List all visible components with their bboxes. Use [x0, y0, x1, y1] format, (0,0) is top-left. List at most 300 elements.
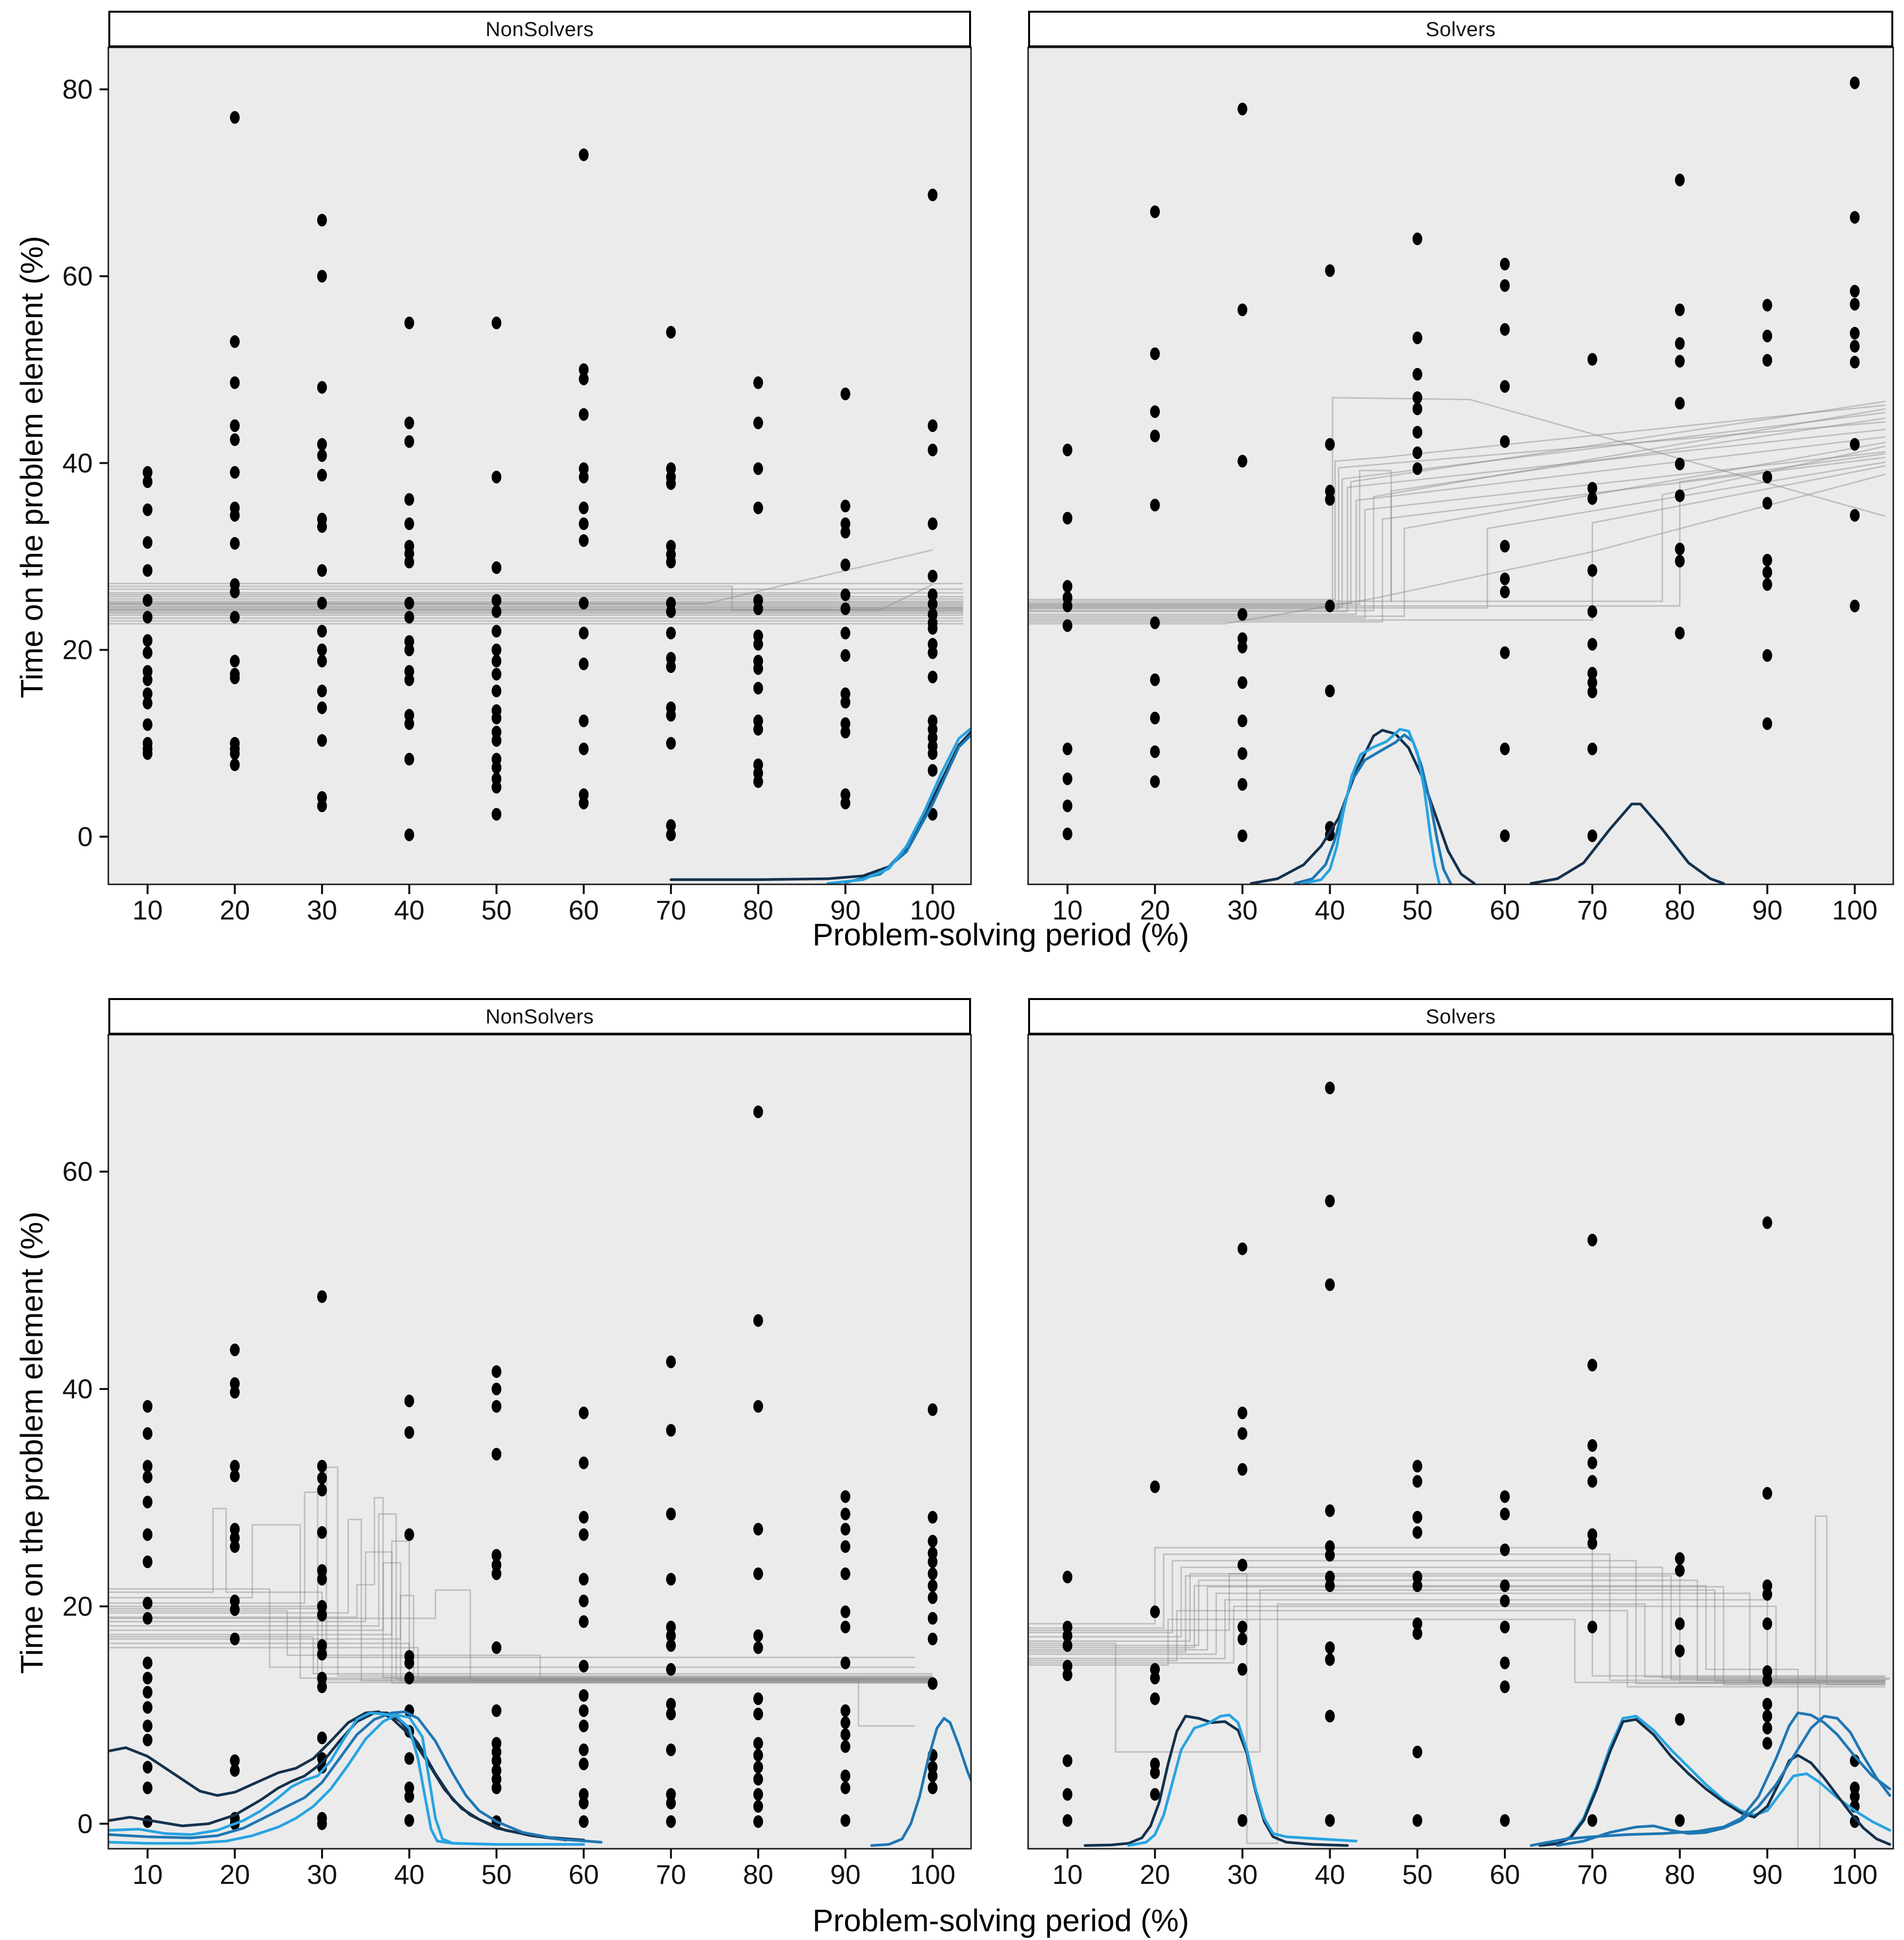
- data-point: [1762, 329, 1772, 342]
- data-point: [405, 1528, 414, 1541]
- data-point: [1850, 509, 1860, 522]
- x-tick-label: 100: [1832, 1859, 1878, 1890]
- data-point: [1237, 608, 1247, 621]
- data-point: [1413, 1746, 1422, 1758]
- data-point: [1413, 1526, 1422, 1539]
- x-tick-label: 50: [481, 1859, 512, 1890]
- data-point: [579, 597, 588, 610]
- data-point: [317, 381, 327, 394]
- x-tick-label: 30: [306, 1859, 338, 1890]
- data-point: [579, 1594, 588, 1607]
- data-point: [492, 1383, 502, 1395]
- data-point: [579, 502, 588, 514]
- data-point: [841, 1490, 851, 1503]
- data-point: [230, 758, 240, 771]
- data-point: [1500, 540, 1510, 552]
- data-point: [666, 605, 676, 618]
- data-point: [1325, 1504, 1335, 1517]
- data-point: [1413, 426, 1422, 439]
- data-point: [1237, 1243, 1247, 1255]
- y-tick-label: 20: [62, 634, 93, 665]
- data-point: [1237, 102, 1247, 115]
- data-point: [753, 723, 763, 735]
- data-point: [1325, 438, 1335, 450]
- data-point: [1237, 1621, 1247, 1634]
- data-point: [1237, 1663, 1247, 1676]
- data-point: [579, 1615, 588, 1628]
- data-point: [1850, 600, 1860, 613]
- data-point: [1762, 1617, 1772, 1630]
- data-point: [1762, 1710, 1772, 1722]
- facet-label: NonSolvers: [485, 1004, 594, 1028]
- data-point: [492, 712, 502, 724]
- data-point: [1150, 1766, 1160, 1779]
- y-tick-label: 40: [62, 1373, 93, 1404]
- data-point: [928, 444, 937, 456]
- data-point: [230, 1540, 240, 1553]
- data-point: [1762, 717, 1772, 730]
- data-point: [928, 570, 937, 582]
- data-point: [1500, 586, 1510, 598]
- data-point: [1500, 1544, 1510, 1556]
- data-point: [579, 517, 588, 530]
- data-point: [405, 611, 414, 624]
- data-point: [841, 1781, 851, 1794]
- data-point: [1150, 712, 1160, 724]
- data-point: [405, 1814, 414, 1827]
- data-point: [841, 1508, 851, 1520]
- data-point: [579, 1797, 588, 1809]
- data-point: [317, 1573, 327, 1586]
- data-point: [317, 1526, 327, 1539]
- x-tick-label: 60: [1489, 1859, 1520, 1890]
- x-tick-label: 10: [132, 895, 163, 925]
- data-point: [1150, 745, 1160, 758]
- data-point: [1762, 1722, 1772, 1735]
- data-point: [1150, 347, 1160, 360]
- data-point: [1850, 211, 1860, 224]
- data-point: [492, 470, 502, 483]
- data-point: [753, 1693, 763, 1705]
- data-point: [928, 1677, 937, 1690]
- data-point: [492, 655, 502, 668]
- data-point: [1237, 1427, 1247, 1440]
- data-point: [928, 419, 937, 432]
- data-point: [1325, 1641, 1335, 1654]
- data-point: [928, 1781, 937, 1794]
- data-point: [666, 1573, 676, 1586]
- y-tick-label: 60: [62, 260, 93, 291]
- data-point: [317, 597, 327, 610]
- data-point: [492, 605, 502, 618]
- data-point: [1150, 205, 1160, 218]
- data-point: [666, 556, 676, 569]
- data-point: [405, 416, 414, 429]
- y-tick-label: 20: [62, 1591, 93, 1622]
- data-point: [1413, 1579, 1422, 1592]
- data-point: [492, 317, 502, 329]
- data-point: [841, 1716, 851, 1729]
- data-point: [142, 1597, 152, 1610]
- data-point: [1237, 1814, 1247, 1827]
- data-point: [1063, 799, 1073, 812]
- data-point: [405, 753, 414, 766]
- data-point: [841, 1770, 851, 1782]
- data-point: [142, 1496, 152, 1509]
- data-point: [1587, 742, 1597, 755]
- data-point: [579, 1757, 588, 1770]
- data-point: [841, 1523, 851, 1535]
- data-point: [1237, 715, 1247, 727]
- data-point: [1237, 1559, 1247, 1572]
- data-point: [317, 438, 327, 450]
- data-point: [492, 1641, 502, 1654]
- x-tick-label: 30: [306, 895, 338, 925]
- data-point: [753, 1105, 763, 1118]
- data-point: [1675, 458, 1685, 470]
- data-point: [579, 1689, 588, 1702]
- data-point: [405, 317, 414, 329]
- x-tick-label: 20: [1139, 1859, 1171, 1890]
- data-point: [1850, 298, 1860, 310]
- data-point: [1150, 499, 1160, 511]
- data-point: [579, 408, 588, 421]
- data-point: [317, 520, 327, 533]
- data-point: [230, 672, 240, 684]
- data-point: [317, 214, 327, 226]
- data-point: [142, 1719, 152, 1732]
- data-point: [1675, 627, 1685, 639]
- data-point: [492, 1400, 502, 1413]
- data-point: [666, 709, 676, 722]
- data-point: [1237, 676, 1247, 689]
- data-point: [928, 747, 937, 760]
- data-point: [1675, 490, 1685, 502]
- data-point: [1850, 285, 1860, 298]
- panel-bottom-right: [1027, 1035, 1893, 1890]
- data-point: [317, 799, 327, 812]
- data-point: [492, 1568, 502, 1580]
- data-point: [1325, 264, 1335, 277]
- data-point: [1150, 775, 1160, 788]
- data-point: [405, 717, 414, 730]
- data-point: [405, 1752, 414, 1765]
- data-point: [928, 1511, 937, 1524]
- data-point: [841, 649, 851, 662]
- data-point: [1762, 554, 1772, 567]
- data-point: [1413, 391, 1422, 404]
- data-point: [1762, 1216, 1772, 1229]
- data-point: [753, 662, 763, 675]
- x-tick-label: 60: [568, 895, 599, 925]
- x-tick-label: 100: [1832, 895, 1878, 925]
- data-point: [666, 1708, 676, 1720]
- data-point: [142, 503, 152, 516]
- data-point: [142, 611, 152, 624]
- data-point: [492, 625, 502, 637]
- x-tick-label: 20: [220, 1859, 250, 1890]
- data-point: [317, 644, 327, 656]
- data-point: [317, 1290, 327, 1303]
- data-point: [928, 1568, 937, 1580]
- x-tick-label: 10: [1052, 1859, 1083, 1890]
- data-point: [841, 526, 851, 538]
- data-point: [1413, 447, 1422, 459]
- data-point: [753, 1314, 763, 1327]
- x-tick-label: 70: [655, 895, 687, 925]
- data-point: [1063, 828, 1073, 840]
- data-point: [841, 1728, 851, 1741]
- data-point: [841, 726, 851, 738]
- data-point: [492, 1365, 502, 1378]
- data-point: [753, 1788, 763, 1801]
- data-point: [1237, 829, 1247, 842]
- data-point: [841, 1740, 851, 1753]
- data-point: [142, 718, 152, 731]
- data-point: [1762, 354, 1772, 367]
- data-point: [1325, 1195, 1335, 1207]
- data-point: [405, 1394, 414, 1407]
- data-point: [1063, 1755, 1073, 1767]
- data-point: [1500, 829, 1510, 842]
- data-point: [142, 634, 152, 647]
- data-point: [230, 655, 240, 668]
- data-point: [317, 1484, 327, 1496]
- data-point: [1762, 497, 1772, 510]
- data-point: [492, 668, 502, 680]
- data-point: [1500, 1680, 1510, 1693]
- data-point: [928, 1592, 937, 1604]
- data-point: [1413, 1814, 1422, 1827]
- data-point: [841, 1540, 851, 1553]
- data-point: [579, 742, 588, 755]
- data-point: [317, 1472, 327, 1485]
- data-point: [666, 1424, 676, 1437]
- data-point: [317, 270, 327, 283]
- data-point: [1762, 566, 1772, 579]
- data-point: [753, 638, 763, 651]
- data-point: [841, 500, 851, 512]
- data-point: [1063, 1814, 1073, 1827]
- data-point: [1587, 1814, 1597, 1827]
- facet-strip-top-solvers: [1028, 11, 1893, 47]
- data-point: [1587, 1439, 1597, 1452]
- data-point: [317, 625, 327, 637]
- data-point: [405, 1672, 414, 1684]
- data-point: [1413, 1460, 1422, 1472]
- data-point: [1500, 1508, 1510, 1520]
- data-point: [1500, 1656, 1510, 1669]
- data-point: [1587, 1537, 1597, 1550]
- data-point: [579, 1456, 588, 1469]
- data-point: [666, 660, 676, 673]
- x-tick-label: 100: [910, 1859, 956, 1890]
- data-point: [317, 1460, 327, 1472]
- panel-top-left: [62, 47, 971, 925]
- data-point: [753, 1737, 763, 1750]
- data-point: [753, 1641, 763, 1654]
- data-point: [230, 1633, 240, 1645]
- data-point: [492, 734, 502, 747]
- data-point: [841, 1621, 851, 1634]
- data-point: [1500, 572, 1510, 585]
- data-point: [1063, 1571, 1073, 1583]
- data-point: [1325, 600, 1335, 613]
- data-point: [579, 1815, 588, 1828]
- y-axis-title-row1: Time on the problem element (%): [14, 236, 49, 698]
- data-point: [142, 674, 152, 686]
- data-point: [1237, 455, 1247, 468]
- y-tick-label: 0: [77, 1808, 93, 1839]
- data-point: [230, 747, 240, 760]
- x-tick-label: 30: [1227, 895, 1258, 925]
- data-point: [317, 734, 327, 747]
- x-tick-label: 10: [132, 1859, 163, 1890]
- x-tick-label: 100: [910, 895, 956, 925]
- data-point: [753, 376, 763, 389]
- x-tick-label: 50: [1402, 895, 1433, 925]
- x-tick-label: 10: [1052, 895, 1083, 925]
- data-point: [666, 1743, 676, 1756]
- data-point: [492, 1781, 502, 1794]
- x-tick-label: 40: [394, 895, 425, 925]
- data-point: [666, 1508, 676, 1520]
- data-point: [492, 1704, 502, 1717]
- data-point: [1325, 685, 1335, 697]
- data-point: [1500, 1621, 1510, 1634]
- data-point: [1237, 778, 1247, 791]
- data-point: [753, 1800, 763, 1813]
- x-tick-label: 60: [568, 1859, 599, 1890]
- data-point: [142, 1460, 152, 1472]
- x-tick-label: 80: [743, 895, 773, 925]
- data-point: [1587, 1456, 1597, 1469]
- data-point: [1150, 1480, 1160, 1493]
- data-point: [317, 469, 327, 482]
- y-tick-label: 40: [62, 447, 93, 478]
- data-point: [666, 1639, 676, 1652]
- data-point: [1063, 1788, 1073, 1801]
- data-point: [1237, 1407, 1247, 1419]
- data-point: [492, 561, 502, 574]
- facet-label: Solvers: [1425, 1004, 1496, 1028]
- data-point: [1325, 1710, 1335, 1722]
- data-point: [1150, 616, 1160, 629]
- data-point: [1675, 1564, 1685, 1577]
- data-point: [1675, 1617, 1685, 1630]
- data-point: [753, 1400, 763, 1413]
- x-tick-label: 40: [394, 1859, 425, 1890]
- data-point: [753, 1630, 763, 1642]
- data-point: [1063, 619, 1073, 632]
- data-point: [1675, 543, 1685, 555]
- x-tick-label: 70: [1577, 895, 1608, 925]
- data-point: [1150, 674, 1160, 686]
- data-point: [579, 1704, 588, 1717]
- data-point: [142, 747, 152, 760]
- data-point: [230, 433, 240, 446]
- data-point: [928, 622, 937, 635]
- data-point: [1587, 829, 1597, 842]
- data-point: [317, 655, 327, 668]
- data-point: [142, 1761, 152, 1774]
- x-tick-label: 90: [1752, 1859, 1782, 1890]
- x-tick-label: 30: [1227, 1859, 1258, 1890]
- x-tick-label: 80: [1664, 1859, 1695, 1890]
- x-axis-title-row2: Problem-solving period (%): [812, 1903, 1189, 1938]
- data-point: [142, 1701, 152, 1714]
- data-point: [1063, 1639, 1073, 1652]
- data-point: [317, 1648, 327, 1660]
- data-point: [405, 597, 414, 610]
- data-point: [579, 1407, 588, 1419]
- data-point: [666, 737, 676, 750]
- data-point: [1675, 1552, 1685, 1565]
- data-point: [1762, 1487, 1772, 1500]
- x-tick-label: 90: [830, 1859, 861, 1890]
- data-point: [1150, 1788, 1160, 1801]
- data-point: [1762, 1588, 1772, 1601]
- data-point: [928, 1535, 937, 1548]
- data-point: [841, 388, 851, 400]
- data-point: [230, 376, 240, 389]
- data-point: [142, 594, 152, 607]
- x-tick-label: 90: [830, 895, 861, 925]
- x-tick-label: 50: [1402, 1859, 1433, 1890]
- data-point: [579, 148, 588, 161]
- data-point: [928, 646, 937, 659]
- data-point: [1675, 1713, 1685, 1726]
- y-tick-label: 80: [62, 74, 93, 105]
- data-point: [1325, 1579, 1335, 1592]
- data-point: [579, 470, 588, 483]
- data-point: [142, 1400, 152, 1413]
- data-point: [230, 1470, 240, 1482]
- data-point: [579, 1743, 588, 1756]
- data-point: [1500, 1594, 1510, 1607]
- data-point: [142, 1734, 152, 1746]
- data-point: [142, 1528, 152, 1541]
- data-point: [579, 1573, 588, 1586]
- data-point: [405, 644, 414, 656]
- data-point: [928, 671, 937, 683]
- data-point: [579, 657, 588, 670]
- data-point: [753, 602, 763, 615]
- data-point: [230, 1764, 240, 1777]
- data-point: [1325, 1278, 1335, 1291]
- data-point: [1850, 327, 1860, 340]
- data-point: [928, 1579, 937, 1592]
- data-point: [317, 1609, 327, 1621]
- data-point: [230, 509, 240, 522]
- data-point: [1413, 1511, 1422, 1524]
- data-point: [841, 589, 851, 601]
- facet-strip-bottom-solvers: [1028, 998, 1893, 1035]
- data-point: [1150, 1672, 1160, 1684]
- y-tick-label: 60: [62, 1156, 93, 1187]
- data-point: [928, 1403, 937, 1416]
- data-point: [1237, 747, 1247, 760]
- data-point: [753, 1523, 763, 1535]
- data-point: [841, 696, 851, 709]
- data-point: [753, 502, 763, 514]
- data-point: [1150, 1606, 1160, 1618]
- data-point: [579, 1660, 588, 1673]
- data-point: [841, 602, 851, 615]
- x-tick-label: 80: [743, 1859, 773, 1890]
- data-point: [666, 1815, 676, 1828]
- data-point: [841, 1568, 851, 1580]
